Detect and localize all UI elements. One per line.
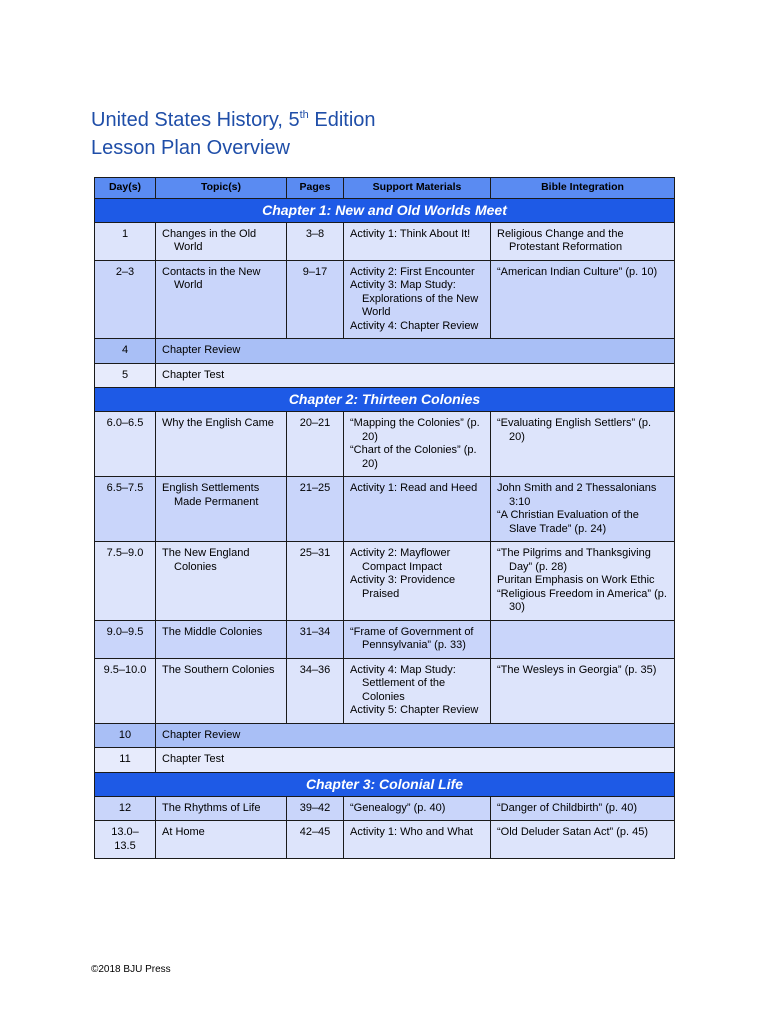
- topic-cell: [156, 260, 287, 339]
- support-item: Activity 1: Read and Heed: [350, 482, 478, 494]
- day-cell: 5: [95, 363, 156, 388]
- day-cell: 9.5–10.0: [95, 658, 156, 723]
- table-row: [95, 260, 675, 339]
- bible-item: “The Wesleys in Georgia” (p. 35): [497, 663, 657, 676]
- support-materials-cell: [344, 542, 491, 621]
- header-bible-integration: Bible Integration: [491, 178, 675, 199]
- pages-cell: 42–45: [287, 821, 344, 859]
- bible-item: “A Christian Evaluation of the Slave Trade” (p. 24): [497, 509, 639, 535]
- pages-cell: 31–34: [287, 620, 344, 658]
- bible-integration-cell: [491, 477, 675, 542]
- table-row: [95, 542, 675, 621]
- bible-item: “Religious Freedom in America” (p. 30): [497, 587, 667, 613]
- pages-cell: 21–25: [287, 477, 344, 542]
- table-row: [95, 222, 675, 260]
- chapter-row: [95, 198, 675, 222]
- chapter-title: Chapter 1: New and Old Worlds Meet: [95, 198, 675, 222]
- support-item: Activity 3: Map Study: Explorations of the New World: [350, 279, 479, 318]
- topic-cell: [156, 620, 287, 658]
- title-line-1: United States History, 5th Edition: [91, 109, 376, 131]
- support-item: Activity 1: Think About It!: [350, 227, 471, 240]
- chapter-title: Chapter 3: Colonial Life: [95, 772, 675, 796]
- bible-item: Religious Change and the Protestant Reformation: [497, 227, 624, 253]
- support-materials-cell: [344, 821, 491, 859]
- pages-cell: 3–8: [287, 222, 344, 260]
- bible-integration-cell: [491, 821, 675, 859]
- support-item: Activity 5: Chapter Review: [350, 704, 479, 716]
- copyright-footer: ©2018 BJU Press: [91, 964, 171, 975]
- day-cell: 13.0–13.5: [95, 821, 156, 859]
- topic-cell: [156, 222, 287, 260]
- day-cell: 6.5–7.5: [95, 477, 156, 542]
- chapter-row: [95, 772, 675, 796]
- lesson-plan-table: [94, 177, 675, 859]
- support-materials-cell: [344, 412, 491, 477]
- day-cell: 10: [95, 723, 156, 748]
- topic-text: Why the English Came: [162, 417, 274, 429]
- day-cell: 12: [95, 796, 156, 821]
- support-item: Activity 2: Mayflower Compact Impact: [350, 547, 451, 573]
- table-body: [95, 198, 675, 859]
- bible-item: John Smith and 2 Thessalonians 3:10: [497, 482, 657, 508]
- topic-text: The Middle Colonies: [162, 625, 263, 638]
- topic-cell: [156, 477, 287, 542]
- bible-item: “Old Deluder Satan Act” (p. 45): [497, 826, 649, 838]
- bible-integration-cell: [491, 658, 675, 723]
- topic-text: English Settlements Made Permanent: [162, 482, 260, 508]
- bible-item: “Evaluating English Settlers” (p. 20): [497, 417, 652, 443]
- support-item: Activity 3: Providence Praised: [350, 574, 456, 600]
- topic-cell: Chapter Test: [156, 748, 675, 773]
- pages-cell: 20–21: [287, 412, 344, 477]
- bible-integration-cell: [491, 222, 675, 260]
- chapter-review-row: [95, 339, 675, 364]
- bible-integration-cell: [491, 796, 675, 821]
- table-row: [95, 796, 675, 821]
- bible-item: “Danger of Childbirth” (p. 40): [497, 801, 638, 814]
- support-item: Activity 4: Chapter Review: [350, 319, 479, 332]
- bible-item: “The Pilgrims and Thanksgiving Day” (p. 28): [497, 547, 651, 573]
- day-cell: 4: [95, 339, 156, 364]
- day-cell: 9.0–9.5: [95, 620, 156, 658]
- support-materials-cell: [344, 620, 491, 658]
- bible-integration-cell: [491, 542, 675, 621]
- day-cell: 2–3: [95, 260, 156, 339]
- topic-cell: [156, 412, 287, 477]
- support-item: Activity 4: Map Study: Settlement of the Colonies: [350, 663, 456, 703]
- support-item: “Frame of Government of Pennsylvania” (p. 33): [350, 625, 474, 651]
- support-item: “Genealogy” (p. 40): [350, 801, 446, 814]
- bible-integration-cell: [491, 260, 675, 339]
- support-item: Activity 2: First Encounter: [350, 265, 475, 278]
- day-cell: 7.5–9.0: [95, 542, 156, 621]
- table-row: [95, 620, 675, 658]
- table-row: [95, 412, 675, 477]
- support-materials-cell: [344, 477, 491, 542]
- document-title: [91, 106, 376, 162]
- bible-item: “American Indian Culture” (p. 10): [497, 265, 658, 278]
- support-materials-cell: [344, 658, 491, 723]
- table-row: [95, 658, 675, 723]
- header-pages: Pages: [287, 178, 344, 199]
- chapter-test-row: [95, 363, 675, 388]
- bible-item: Puritan Emphasis on Work Ethic: [497, 574, 655, 586]
- topic-cell: [156, 542, 287, 621]
- topic-cell: [156, 821, 287, 859]
- pages-cell: 34–36: [287, 658, 344, 723]
- support-item: “Chart of the Colonies” (p. 20): [350, 444, 477, 470]
- pages-cell: 25–31: [287, 542, 344, 621]
- topic-cell: Chapter Review: [156, 723, 675, 748]
- topic-cell: [156, 658, 287, 723]
- support-materials-cell: [344, 222, 491, 260]
- pages-cell: 39–42: [287, 796, 344, 821]
- topic-cell: [156, 796, 287, 821]
- topic-cell: Chapter Test: [156, 363, 675, 388]
- topic-text: Contacts in the New World: [162, 265, 261, 291]
- topic-text: Changes in the Old World: [162, 227, 257, 253]
- day-cell: 11: [95, 748, 156, 773]
- topic-text: The Rhythms of Life: [162, 801, 261, 814]
- topic-text: At Home: [162, 826, 205, 838]
- header-support-materials: Support Materials: [344, 178, 491, 199]
- table-row: [95, 821, 675, 859]
- topic-text: The Southern Colonies: [162, 663, 275, 676]
- table-row: [95, 477, 675, 542]
- header-days: Day(s): [95, 178, 156, 199]
- day-cell: 6.0–6.5: [95, 412, 156, 477]
- header-topics: Topic(s): [156, 178, 287, 199]
- chapter-title: Chapter 2: Thirteen Colonies: [95, 388, 675, 412]
- bible-integration-cell: [491, 412, 675, 477]
- support-item: “Mapping the Colonies” (p. 20): [350, 417, 480, 443]
- day-cell: 1: [95, 222, 156, 260]
- chapter-row: [95, 388, 675, 412]
- chapter-review-row: [95, 723, 675, 748]
- support-materials-cell: [344, 260, 491, 339]
- chapter-test-row: [95, 748, 675, 773]
- bible-integration-cell: [491, 620, 675, 658]
- support-item: Activity 1: Who and What: [350, 826, 473, 838]
- topic-cell: Chapter Review: [156, 339, 675, 364]
- topic-text: The New England Colonies: [162, 547, 250, 573]
- table-header-row: [95, 178, 675, 199]
- pages-cell: 9–17: [287, 260, 344, 339]
- support-materials-cell: [344, 796, 491, 821]
- title-line-2: Lesson Plan Overview: [91, 137, 290, 159]
